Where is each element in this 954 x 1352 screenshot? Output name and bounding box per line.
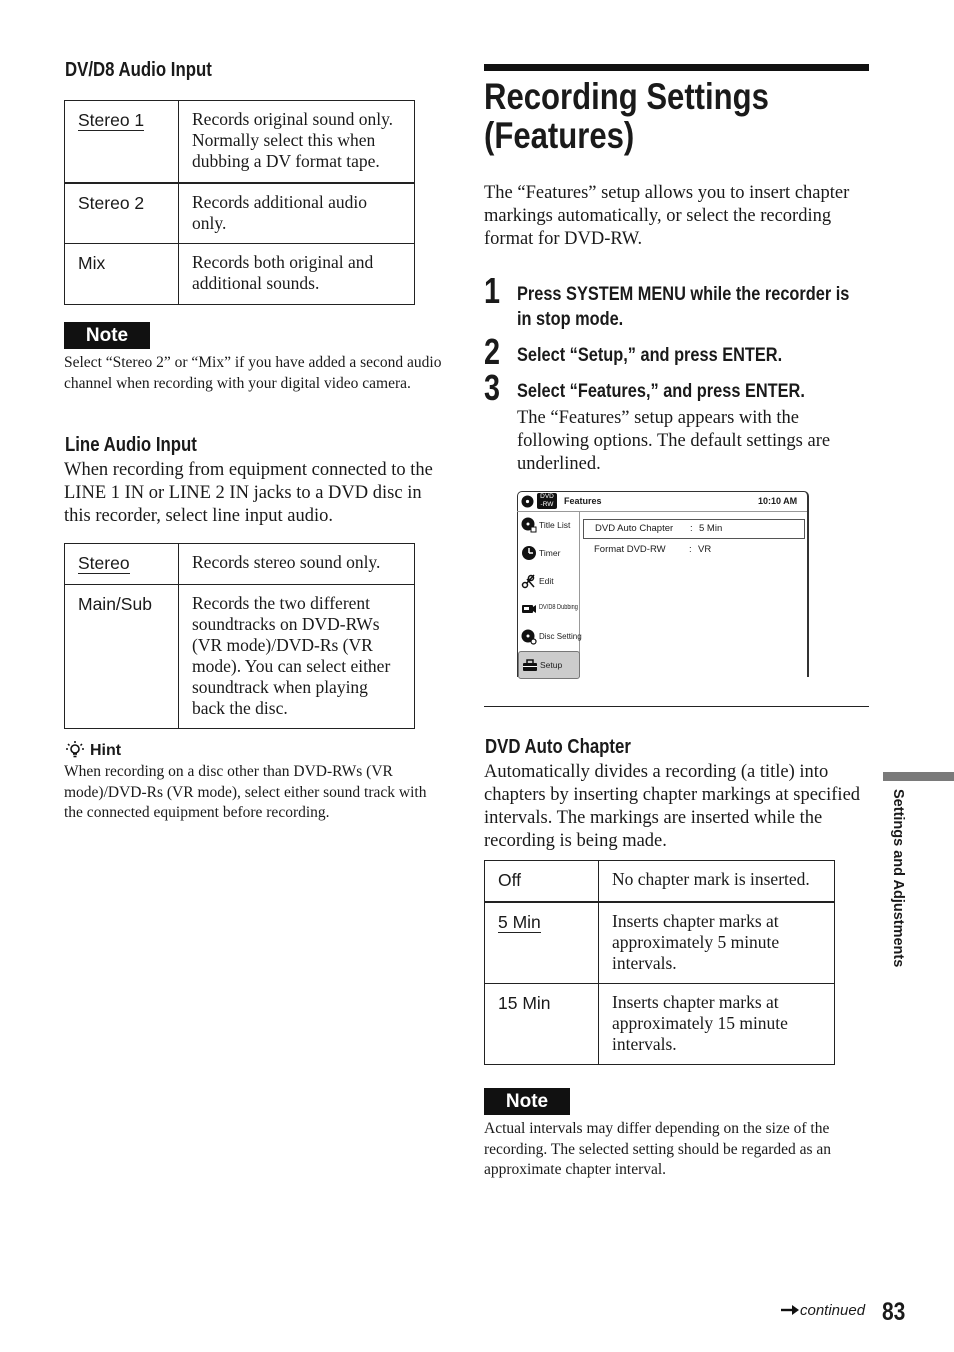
title-rule — [484, 64, 869, 71]
table-row — [65, 183, 415, 244]
screen-titlebar — [517, 491, 807, 512]
disc-setting-icon — [521, 629, 537, 645]
table-row — [65, 101, 415, 183]
lightbulb-icon — [65, 740, 87, 762]
section-tab-marker — [883, 772, 954, 781]
hint-label: Hint — [90, 742, 122, 759]
sidebar-item-setup[interactable]: Setup — [518, 651, 580, 679]
disc-icon — [521, 495, 534, 508]
option-desc: Records additional audio only. — [179, 183, 415, 244]
step-number-3: 3 — [484, 367, 501, 408]
line-audio-heading: Line Audio Input — [65, 434, 197, 456]
section-tab — [888, 789, 910, 989]
section-divider — [484, 706, 869, 707]
note-badge: Note — [484, 1088, 570, 1115]
screen-clock: 10:10 AM — [758, 496, 798, 506]
sidebar-item-edit[interactable]: Edit — [518, 568, 578, 594]
dv-audio-table — [64, 100, 415, 305]
dvd-rw-badge: DVD -RW — [537, 493, 557, 509]
auto-chapter-intro: Automatically divides a recording (a title) into chapters by inserting chapter markings at specified intervals. The markings are inserted while the recording is being made. — [484, 762, 861, 851]
setting-row-auto-chapter[interactable]: DVD Auto Chapter : 5 Min — [583, 519, 805, 539]
line-audio-table — [64, 543, 415, 729]
option-name: Off — [485, 861, 599, 902]
step-1-line2: in stop mode. — [517, 309, 624, 330]
option-desc: Records stereo sound only. — [179, 544, 415, 585]
line-audio-intro: When recording from equipment connected to the LINE 1 IN or LINE 2 IN jacks to a DVD disc in this recorder, select line input audio. — [64, 460, 433, 526]
step-number-1: 1 — [484, 270, 501, 311]
option-desc: Records both original and additional sounds. — [179, 244, 415, 305]
step-2-text: Select “Setup,” and press ENTER. — [517, 345, 783, 366]
title-list-icon — [521, 517, 537, 533]
option-desc: Records the two different soundtracks on DVD-RWs (VR mode)/DVD-Rs (VR mode). You can select either soundtrack when playing back the disc. — [179, 585, 415, 729]
table-row — [485, 983, 835, 1064]
continued-label: continued — [800, 1302, 866, 1319]
option-name: Main/Sub — [65, 585, 179, 729]
note-text: Actual intervals may differ depending on the size of the recording. The selected setting should be regarded as an approximate chapter interval. — [484, 1120, 832, 1178]
scissors-icon — [521, 573, 537, 589]
option-name: Mix — [65, 244, 179, 305]
auto-chapter-table — [484, 860, 835, 1065]
features-screen — [517, 491, 807, 677]
table-row — [65, 244, 415, 305]
page-title-line2: (Features) — [484, 115, 635, 156]
option-stereo1: Stereo 1 — [78, 110, 145, 130]
page-number: 83 — [882, 1298, 906, 1326]
option-desc: Records original sound only. Normally select this when dubbing a DV format tape. — [179, 101, 415, 183]
hint-text: When recording on a disc other than DVD-RWs (VR mode)/DVD-Rs (VR mode), select either sound track with the connected equipment before recording. — [64, 763, 427, 821]
option-desc: Inserts chapter marks at approximately 5 minute intervals. — [599, 902, 835, 984]
note-badge: Note — [64, 322, 150, 349]
screen-sidebar — [517, 511, 580, 677]
sidebar-item-title-list[interactable]: Title List — [518, 512, 578, 538]
sidebar-item-dv-dubbing[interactable]: DV/D8 Dubbing — [518, 596, 578, 622]
sidebar-item-timer[interactable]: Timer — [518, 540, 578, 566]
option-desc: Inserts chapter marks at approximately 15 minute intervals. — [599, 983, 835, 1064]
screen-title: Features — [564, 496, 602, 506]
auto-chapter-heading: DVD Auto Chapter — [485, 736, 631, 758]
option-name: Stereo 2 — [65, 183, 179, 244]
option-name: 15 Min — [485, 983, 599, 1064]
setting-row-format[interactable]: Format DVD-RW : VR — [594, 544, 712, 555]
timer-icon — [521, 545, 537, 561]
option-stereo: Stereo — [78, 553, 130, 573]
intro-text: The “Features” setup allows you to insert chapter markings automatically, or select the recording format for DVD-RW. — [484, 183, 850, 249]
option-5min: 5 Min — [498, 911, 541, 932]
sidebar-item-disc-setting[interactable]: Disc Setting — [518, 624, 578, 650]
table-row — [65, 585, 415, 729]
note-text: Select “Stereo 2” or “Mix” if you have added a second audio channel when recording with your digital video camera. — [64, 354, 442, 392]
dv-audio-heading: DV/D8 Audio Input — [65, 59, 212, 81]
section-tab-label: Settings and Adjustments — [890, 789, 906, 968]
step-3-text: Select “Features,” and press ENTER. — [517, 381, 805, 402]
step-3-body: The “Features” setup appears with the following options. The default settings are underlined. — [517, 408, 831, 474]
table-row — [485, 861, 835, 902]
arrow-right-icon — [780, 1303, 800, 1317]
step-1-line1: Press SYSTEM MENU while the recorder is — [517, 284, 850, 305]
option-desc: No chapter mark is inserted. — [599, 861, 835, 902]
table-row — [485, 902, 835, 984]
table-row — [65, 544, 415, 585]
camcorder-icon — [521, 601, 537, 617]
page-title-line1: Recording Settings — [484, 76, 769, 117]
toolbox-icon — [522, 657, 538, 673]
step-number-2: 2 — [484, 331, 501, 372]
